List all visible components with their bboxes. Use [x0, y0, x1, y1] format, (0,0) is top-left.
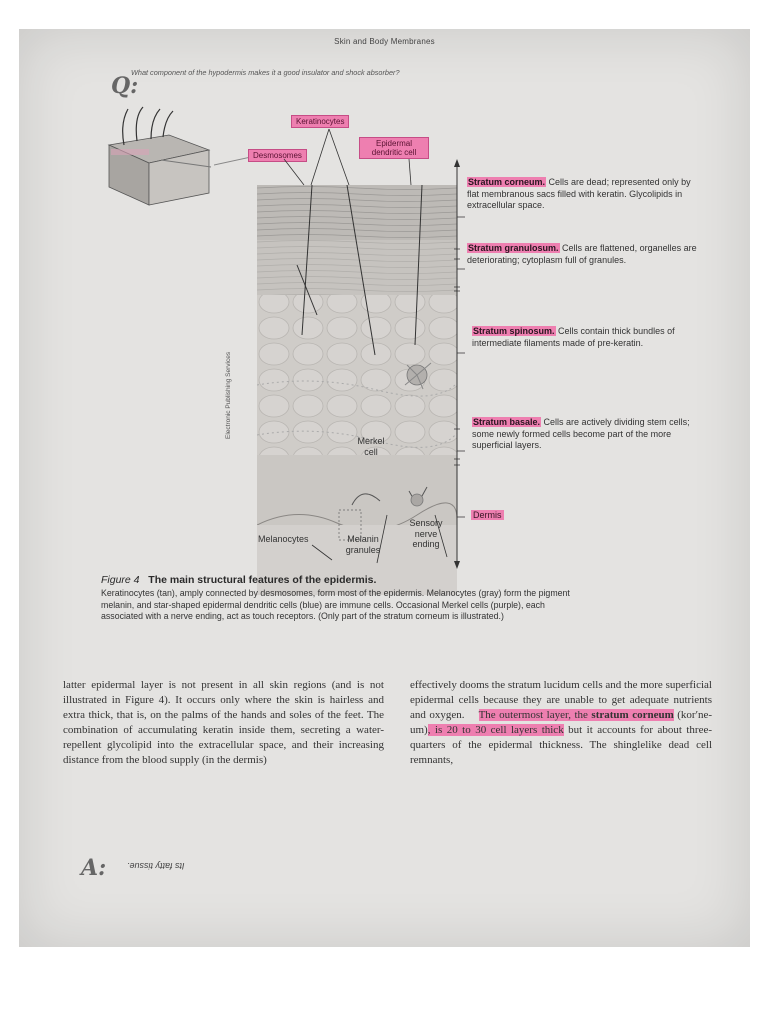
- label-sensory-nerve-ending: Sensory nerve ending: [409, 518, 443, 549]
- layer-description: Cells contain thick bundles of intermediate filaments made of pre-keratin.: [472, 326, 675, 348]
- layer-name: Stratum corneum.: [468, 177, 546, 187]
- layer-stratum-basale: [472, 417, 697, 452]
- body-column-left: latter epidermal layer is not present in all skin regions (and is not illustrated in Figure 4). It occurs only where the skin is hairless and extra thick, that is, on the palms of the hands and soles of the feet. The combination of accumulating keratin inside them, secreting a water-repellent glycolipid into the extracellular space, and their increasing distance from the blood supply (in the dermis): [63, 679, 384, 766]
- body-column-right: effectively dooms the stratum lucidum cells and the more superficial epidermal cells because they are unable to get adequate nutrients and oxygen. The outermost layer, the stratum corneum (kor′ne-um), is 20 to 30 cell layers thick but it accounts for about three-quarters of the epidermal thickness. The shinglelike dead cell remnants,: [410, 679, 713, 766]
- layer-name: Stratum granulosum.: [468, 243, 559, 253]
- textbook-page: [19, 29, 750, 947]
- layer-description: Cells are dead; represented only by flat membranous sacs filled with keratin. Glycolipids in extracellular space.: [467, 177, 691, 210]
- layer-stratum-spinosum: [472, 326, 697, 349]
- dermis-label: Dermis: [473, 510, 502, 520]
- question-text: What component of the hypodermis makes it a good insulator and shock absorber?: [131, 68, 400, 77]
- layer-stratum-corneum: [467, 177, 697, 212]
- label-merkel-cell: Merkel cell: [357, 436, 385, 457]
- answer-text-inverted: Its fatty tissue.: [127, 861, 185, 871]
- callout-keratinocytes: Keratinocytes: [291, 115, 349, 128]
- answer-mark: A:: [81, 855, 107, 881]
- layer-description: Cells are flattened, organelles are deteriorating; cytoplasm full of granules.: [467, 243, 697, 265]
- layer-description: Cells are actively dividing stem cells; some newly formed cells become part of the more superficial layers.: [472, 417, 690, 450]
- callout-epidermal-dendritic-cell: Epidermal dendritic cell: [359, 137, 429, 159]
- layer-scale: [449, 159, 469, 569]
- label-melanocytes: Melanocytes: [258, 534, 309, 544]
- figure-caption-title: Figure 4 The main structural features of the epidermis.: [101, 574, 377, 586]
- figure-caption-body: Keratinocytes (tan), amply connected by desmosomes, form most of the epidermis. Melanocytes (gray) form the pigment melanin, and star-shaped epidermal dendritic cells (blue) are immune cells. Occasional Merkel cells (purple), each associated with a nerve ending, act as touch receptors. (Only part of the stratum corneum is illustrated.): [101, 588, 570, 621]
- layer-stratum-granulosum: [467, 243, 697, 266]
- skin-block-thumbnail: [99, 105, 219, 215]
- layer-name: Stratum spinosum.: [473, 326, 555, 336]
- question-mark: Q:: [111, 73, 139, 99]
- running-head: Skin and Body Membranes: [334, 37, 435, 46]
- illustration-credit: Electronic Publishing Services: [225, 351, 232, 439]
- callout-leaders: [249, 119, 439, 189]
- layer-name: Stratum basale.: [473, 417, 541, 427]
- label-melanin-granules: Melanin granules: [345, 534, 381, 555]
- callout-desmosomes: Desmosomes: [248, 149, 307, 162]
